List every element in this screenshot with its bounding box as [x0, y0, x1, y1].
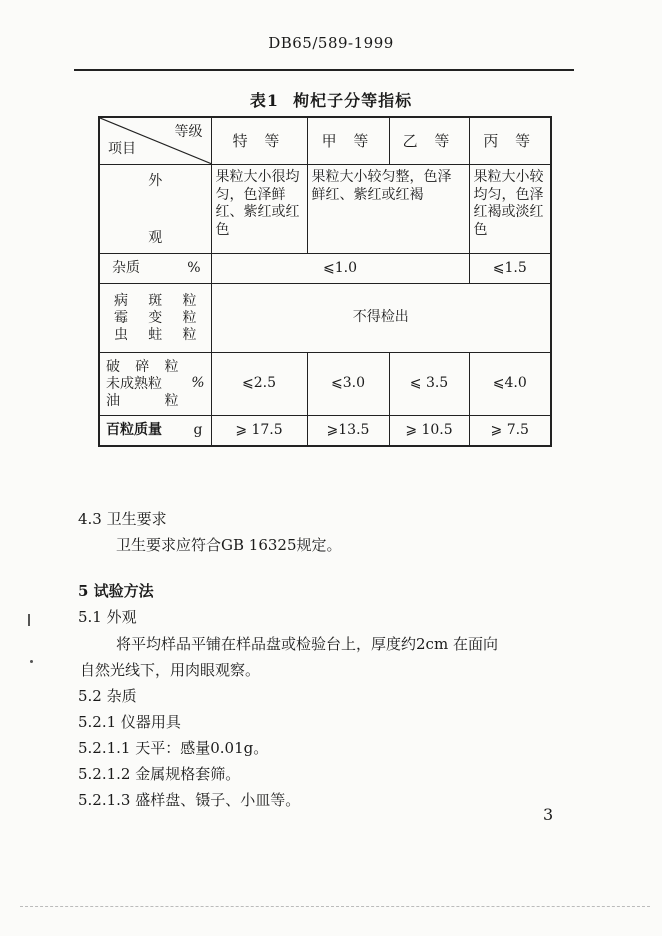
corner-label-grade: 等级 — [174, 124, 203, 140]
section-4-3-title: 4.3 卫生要求 — [78, 510, 167, 528]
corner-header-cell — [99, 117, 211, 165]
appearance-third: 果粒大小较均匀，色泽红褐或淡红色 — [469, 165, 551, 254]
scan-margin-mark — [28, 614, 30, 626]
section-5-2-1-2: 5.2.1.2 金属规格套筛。 — [78, 765, 241, 783]
impurity-unit: % — [187, 259, 201, 276]
weight-label-cell — [99, 416, 211, 446]
weight-value-special: ⩾ 17.5 — [211, 416, 307, 446]
grade-header-second: 乙 等 — [389, 117, 469, 165]
appearance-label-cell — [99, 165, 211, 254]
weight-value-third: ⩾ 7.5 — [469, 416, 551, 446]
scan-margin-dot — [30, 660, 33, 663]
section-5-2-1-3: 5.2.1.3 盛样盘、镊子、小皿等。 — [78, 791, 301, 809]
broken-label-cell — [99, 353, 211, 416]
impurity-value-top-grades: ⩽1.0 — [211, 254, 469, 284]
broken-value-third: ⩽4.0 — [469, 353, 551, 416]
grade-table — [98, 116, 552, 447]
broken-value-first: ⩽3.0 — [307, 353, 389, 416]
section-5-2-1-1: 5.2.1.1 天平：感量0.01g。 — [78, 739, 269, 757]
appearance-special: 果粒大小很均匀，色泽鲜红、紫红或红色 — [211, 165, 307, 254]
broken-value-special: ⩽2.5 — [211, 353, 307, 416]
broken-value-second: ⩽ 3.5 — [389, 353, 469, 416]
broken-unit: % — [191, 375, 205, 392]
impurity-label-cell — [99, 254, 211, 284]
grade-header-third: 丙 等 — [469, 117, 551, 165]
scan-bottom-edge — [20, 906, 650, 907]
section-5-title: 5 试验方法 — [78, 582, 154, 600]
broken-row-broken: 破 碎 粒 — [106, 358, 179, 375]
impurity-value-third: ⩽1.5 — [469, 254, 551, 284]
corner-label-item: 项目 — [108, 140, 136, 157]
grade-header-first: 甲 等 — [307, 117, 389, 165]
table-caption — [0, 88, 662, 111]
broken-row-oily: 油 粒 — [106, 392, 179, 409]
document-code: DB65/589-1999 — [268, 34, 394, 52]
section-5-2-title: 5.2 杂质 — [78, 687, 137, 705]
defect-label-cell — [99, 284, 211, 353]
weight-unit: g — [193, 421, 203, 438]
section-5-1-title: 5.1 外观 — [78, 608, 137, 626]
section-4-3-body: 卫生要求应符合GB 16325规定。 — [116, 536, 342, 554]
appearance-first-second: 果粒大小较匀整，色泽鲜红、紫红或红褐 — [307, 165, 469, 254]
table-caption-number: 表1 — [249, 91, 280, 110]
grade-header-special: 特 等 — [211, 117, 307, 165]
weight-value-first: ⩾13.5 — [307, 416, 389, 446]
appearance-label-top: 外 — [148, 173, 163, 189]
section-5-1-body-line2: 自然光线下，用肉眼观察。 — [80, 661, 261, 679]
table-caption-title: 枸杞子分等指标 — [293, 91, 413, 110]
section-5-2-1: 5.2.1 仪器用具 — [78, 713, 181, 731]
defect-row-insect: 虫 蛀 粒 — [114, 326, 197, 343]
defect-row-mildew: 霉 变 粒 — [114, 309, 197, 326]
appearance-label-bottom: 观 — [148, 229, 163, 246]
broken-row-immature: 未成熟粒 — [106, 375, 162, 392]
section-5-1-body-line1: 将平均样品平铺在样品盘或检验台上，厚度约2cm 在面向 — [116, 635, 498, 653]
header-rule — [74, 69, 574, 71]
defect-row-disease: 病 斑 粒 — [114, 292, 197, 309]
impurity-label: 杂质 — [112, 259, 140, 276]
weight-value-second: ⩾ 10.5 — [389, 416, 469, 446]
defect-value: 不得检出 — [211, 284, 551, 353]
weight-label: 百粒质量 — [106, 421, 162, 438]
page-number: 3 — [543, 805, 554, 824]
